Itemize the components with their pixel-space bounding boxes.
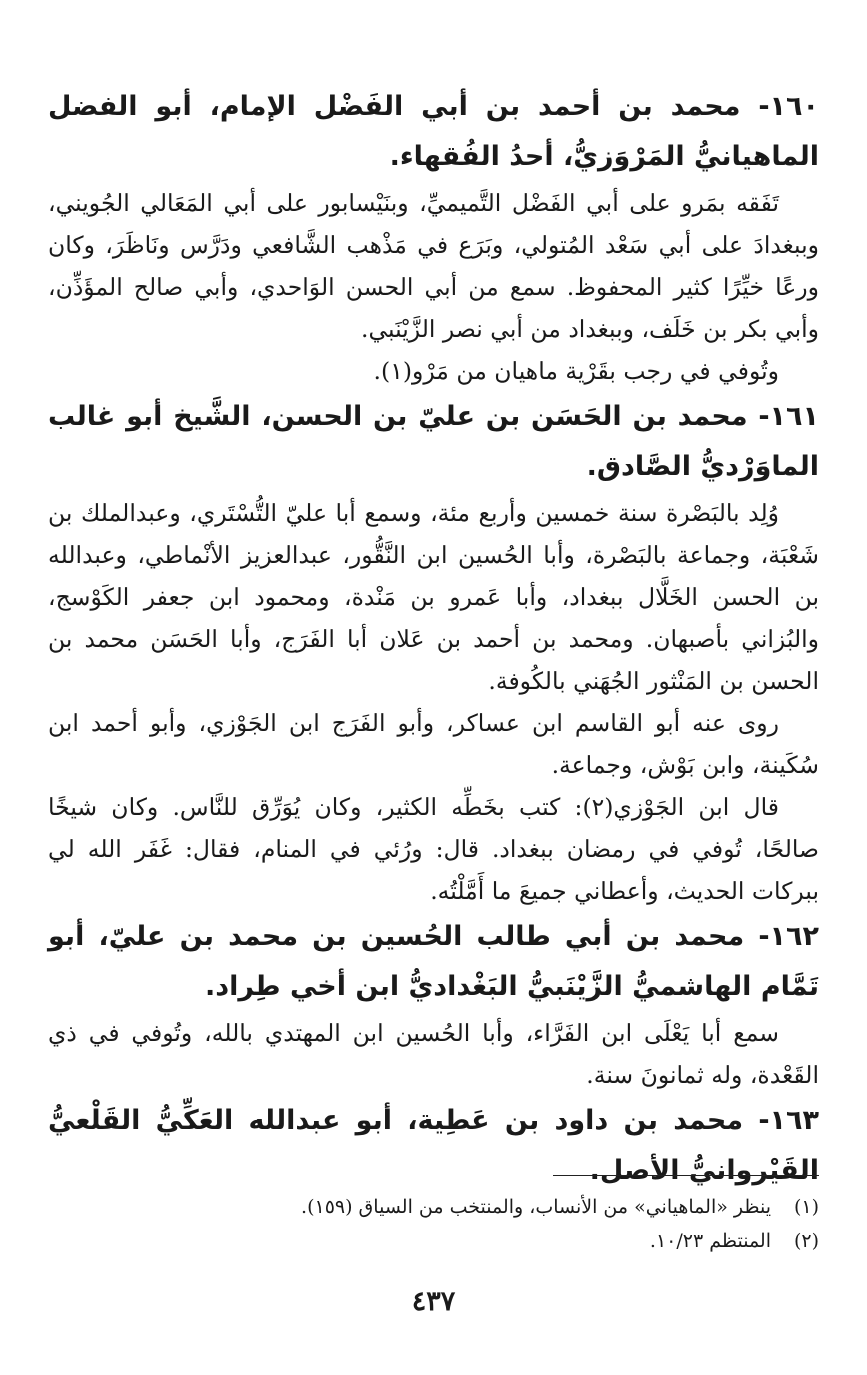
entry-title: ١٦٢- محمد بن أبي طالب الحُسين بن محمد بن عليّ، أبو تَمَّام الهاشميُّ الزَّيْنَبيُّ البَغْداديُّ ابن أخي طِراد. xyxy=(48,921,819,1002)
entry-title: ١٦٠- محمد بن أحمد بن أبي الفَضْل الإمام، أبو الفضل الماهيانيُّ المَرْوَزيُّ، أحدُ الفُقهاء. xyxy=(48,91,819,172)
footnote-text: المنتظم ١٠/٢٣. xyxy=(649,1230,771,1252)
entry-paragraph: روى عنه أبو القاسم ابن عساكر، وأبو الفَرَج ابن الجَوْزي، وأبو أحمد ابن سُكَينة، وابن بَوْش، وجماعة. xyxy=(48,709,819,779)
footnote-text: ينظر «الماهياني» من الأنساب، والمنتخب من السياق (١٥٩). xyxy=(301,1196,771,1218)
footnote xyxy=(48,1190,819,1224)
entry-paragraph: وتُوفي في رجب بقَرْية ماهيان من مَرْو(١). xyxy=(373,357,779,385)
page-body xyxy=(48,82,819,1196)
footnote-number: (٢) xyxy=(793,1230,819,1252)
entry-paragraph: قال ابن الجَوْزي(٢): كتب بخَطِّه الكثير، وكان يُوَرِّق للنَّاس. وكان شيخًا صالحًا، تُوفي في رمضان ببغداد. قال: ورُئي في المنام، فقال: غَفَر الله لي ببركات الحديث، وأعطاني جميعَ ما أَمَّلْتُه. xyxy=(48,793,819,905)
footnote-separator xyxy=(553,1175,819,1176)
entry-title: ١٦٣- محمد بن داود بن عَطِية، أبو عبدالله العَكِّيُّ القَلْعيُّ القَيْروانيُّ الأصل. xyxy=(48,1105,819,1186)
entry-paragraph: تَفَقه بمَرو على أبي الفَضْل التَّميميِّ، وبنَيْسابور على أبي المَعَالي الجُويني، وببغدادَ على أبي سَعْد المُتولي، وبَرَع في مَذْهب الشَّافعي ودَرَّس ونَاظَرَ، وكان ورعًا خيِّرًا كثير المحفوظ. سمع من أبي الحسن الوَاحدي، وأبي صالح المؤَذِّن، وأبي بكر بن خَلَف، وببغداد من أبي نصر الزَّيْنَبي. xyxy=(48,189,819,343)
footnote-number: (١) xyxy=(793,1196,819,1218)
page-number: ٤٣٧ xyxy=(411,1286,456,1317)
footnotes xyxy=(48,1190,819,1258)
entry-title: ١٦١- محمد بن الحَسَن بن عليّ بن الحسن، الشَّيخ أبو غالب الماوَرْديُّ الصَّادق. xyxy=(48,401,819,482)
footnote xyxy=(48,1224,819,1258)
entry-paragraph: سمع أبا يَعْلَى ابن الفَرَّاء، وأبا الحُسين ابن المهتدي بالله، وتُوفي في ذي القَعْدة، وله ثمانونَ سنة. xyxy=(48,1019,819,1089)
entry-paragraph: وُلِد بالبَصْرة سنة خمسين وأربع مئة، وسمع أبا عليّ التُّسْتَري، وعبدالملك بن شَعْبَة، وجماعة بالبَصْرة، وأبا الحُسين ابن النَّقُّور، عبدالعزيز الأنْماطي، وعبدالله بن الحسن الخَلَّال ببغداد، وأبا عَمرو بن مَنْدة، ومحمود ابن جعفر الكَوْسج، والبُزاني بأصبهان. ومحمد بن أحمد بن عَلان أبا الفَرَج، وأبا الحَسَن محمد بن الحسن بن المَنْثور الجُهَني بالكُوفة. xyxy=(48,499,819,695)
